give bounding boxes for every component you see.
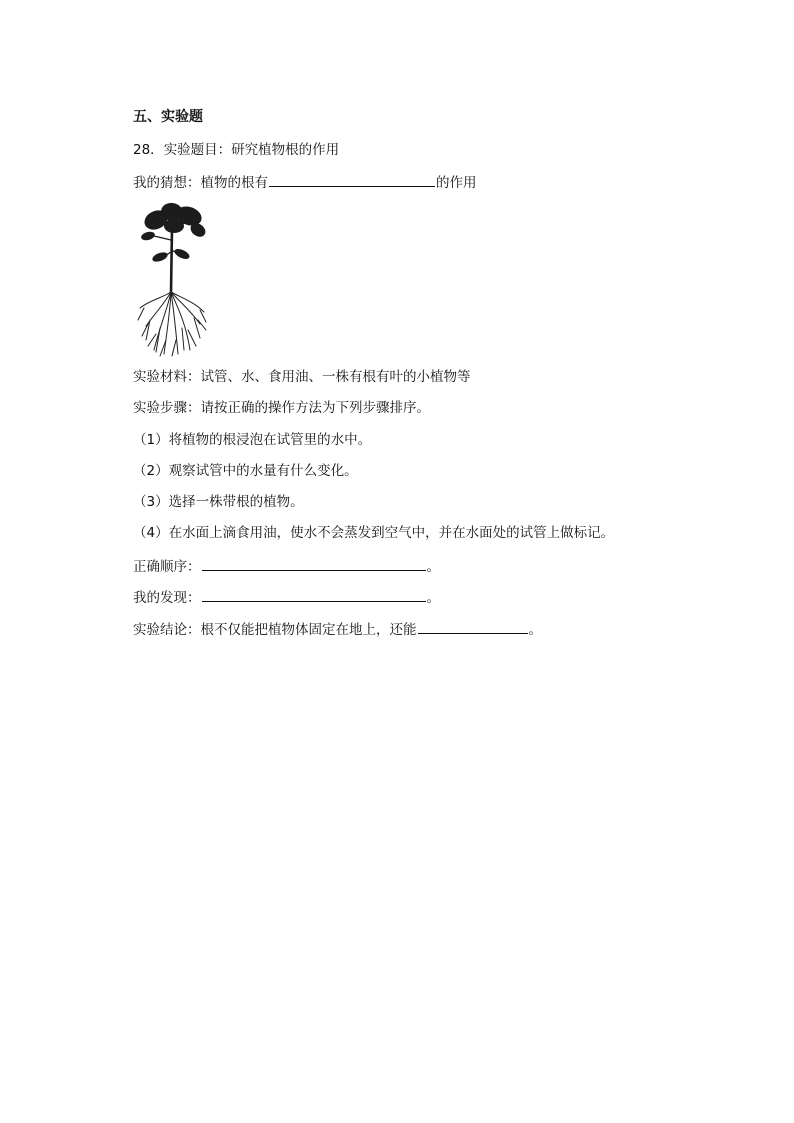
question-number: 28． bbox=[133, 142, 164, 158]
conclusion-suffix: 。 bbox=[528, 622, 542, 638]
hypothesis-suffix: 的作用 bbox=[436, 175, 477, 191]
hypothesis-prefix: 我的猜想：植物的根有 bbox=[133, 175, 268, 191]
order-suffix: 。 bbox=[426, 559, 440, 575]
discovery-blank[interactable] bbox=[202, 587, 426, 602]
conclusion-line bbox=[133, 619, 542, 639]
steps-intro: 实验步骤：请按正确的操作方法为下列步骤排序。 bbox=[133, 400, 430, 416]
step-item: （3）选择一株带根的植物。 bbox=[133, 494, 304, 510]
plant-with-roots-illustration bbox=[134, 200, 210, 358]
question-line bbox=[133, 141, 339, 159]
step-item: （2）观察试管中的水量有什么变化。 bbox=[133, 463, 358, 479]
order-prefix: 正确顺序： bbox=[133, 559, 201, 575]
order-line bbox=[133, 556, 440, 576]
materials-line: 实验材料：试管、水、食用油、一株有根有叶的小植物等 bbox=[133, 369, 471, 385]
hypothesis-line bbox=[133, 172, 477, 192]
step-item: （4）在水面上滴食用油，使水不会蒸发到空气中，并在水面处的试管上做标记。 bbox=[133, 525, 615, 541]
hypothesis-blank[interactable] bbox=[269, 172, 435, 187]
conclusion-prefix: 实验结论：根不仅能把植物体固定在地上，还能 bbox=[133, 622, 417, 638]
discovery-prefix: 我的发现： bbox=[133, 590, 201, 606]
question-topic: 实验题目：研究植物根的作用 bbox=[163, 142, 340, 158]
step-item: （1）将植物的根浸泡在试管里的水中。 bbox=[133, 432, 372, 448]
conclusion-blank[interactable] bbox=[418, 619, 528, 634]
discovery-line bbox=[133, 587, 440, 607]
section-title: 五、实验题 bbox=[133, 109, 203, 125]
discovery-suffix: 。 bbox=[426, 590, 440, 606]
order-blank[interactable] bbox=[202, 556, 426, 571]
